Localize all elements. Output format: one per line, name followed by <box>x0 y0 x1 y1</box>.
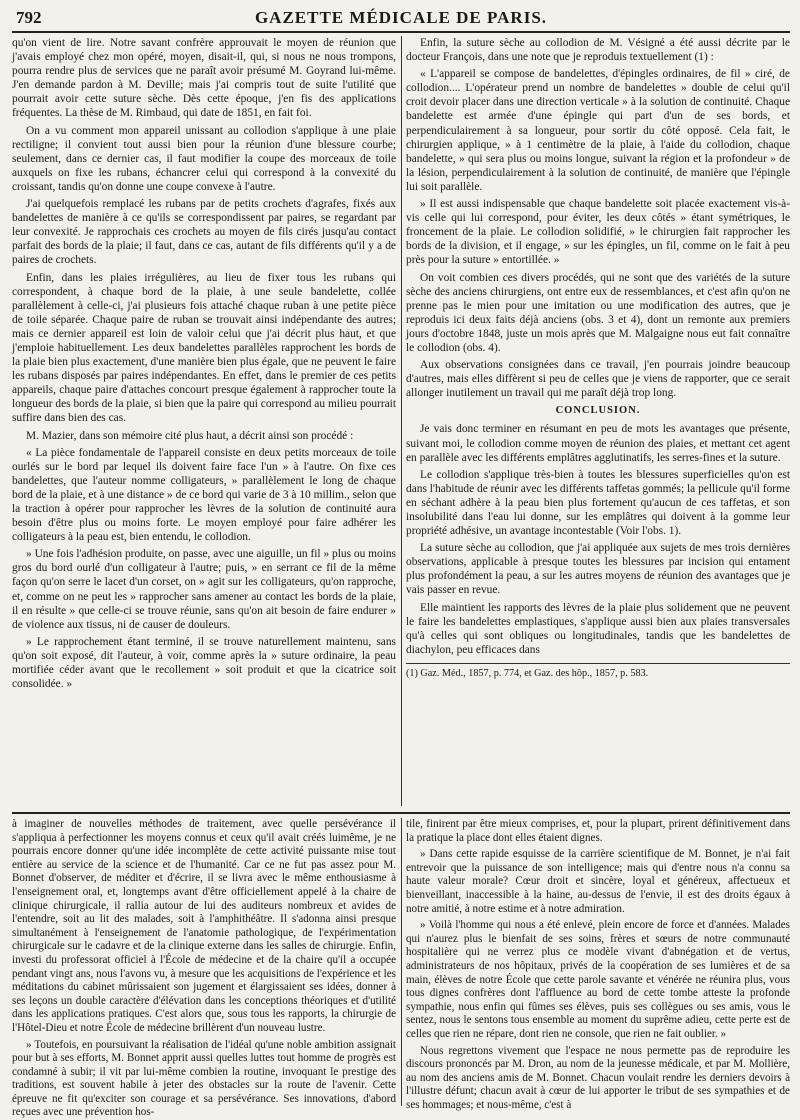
section-rule <box>12 812 790 814</box>
paragraph: à imaginer de nouvelles méthodes de traitement, avec quelle persévérance il s'appliqua à perfectionner les moyens connus et ceux qu'il avait créés luimême, je ne pourrais encore donner qu'une idée incomplète de cette activité puissante mise tout entière au service de la science et de l'humanité. Car ce ne fut pas assez pour M. Bonnet d'observer, de méditer et d'écrire, il se livra avec le même enthousiasme à l'enseignement oral, et, longtemps avant d'être officiellement appelé à la chaire de clinique chirurgicale, il rallia autour de lui des auditeurs nombreux et avides de l'entendre, soit au lit des malades, soit à l'amphithéâtre. Il s'adonna ainsi presque simultanément à l'enseignement de l'anatomie pathologique, de l'expérimentation chirurgicale sur le cadavre et de la clinique externe dans les salles de chirurgie. Enfin, investi du professorat officiel à l'École de médecine et de la chaire qu'il a occupée pendant vingt ans, nous l'avons vu, à mesure que les acquisitions de l'expérience et les méditations du cabinet mûrissaient son jugement et élargissaient ses idées, donner à ses leçons un double caractère d'élévation dans les conceptions théoriques et d'utilité dans les applications pratiques. C'est alors que, sous tous les rapports, la chirurgie de l'Hôtel-Dieu et notre École de médecine brillèrent d'un nouveau lustre. <box>12 818 396 1036</box>
paragraph: » Dans cette rapide esquisse de la carrière scientifique de M. Bonnet, je n'ai fait entrevoir que la puissance de son intelligence; mais qui d'entre nous n'a connu sa haute valeur morale? Cœur droit et sincère, loyal et généreux, affectueux et bienveillant, inaccessible à la haine, au-dessus de l'envie, il est des droits égaux à notre amitié, à notre estime et à notre admiration. <box>406 848 790 916</box>
column-divider <box>401 36 402 806</box>
paragraph: » Toutefois, en poursuivant la réalisation de l'idéal qu'une noble ambition assignait pour but à ses efforts, M. Bonnet apprit aussi quelles luttes tout homme de progrès est condamné à subir; il vit par lui-même combien la routine, invoquant le prestige des traditions, est souvent habile à jeter des obstacles sur la route de l'avenir. Cette épreuve ne fit qu'exciter son courage et sa persévérance. Ses innovations, d'abord reçues avec une prévention hos- <box>12 1039 396 1120</box>
paragraph: Aux observations consignées dans ce travail, j'en pourrais joindre beaucoup d'autres, mais elles diffèrent si peu de celles que je viens de rapporter, que ce serait allonger inutilement un travail qui me paraît déjà trop long. <box>406 358 790 400</box>
column-divider <box>401 818 402 1106</box>
quote-paragraph: » Le rapprochement étant terminé, il se trouve naturellement maintenu, sans qu'on soit exposé, dit l'auteur, à voir, comme après la » suture ordinaire, la peau mortifiée céder avant que le recollement » soit produit et que la cicatrice soit consolidée. » <box>12 635 396 691</box>
paragraph: tile, finirent par être mieux comprises, et, pour la plupart, prirent définitivement dans la pratique la place dont elles étaient dignes. <box>406 818 790 845</box>
paragraph: Je vais donc terminer en résumant en peu de mots les avantages que présente, suivant moi, le collodion comme moyen de réunion des plaies, et mettant cet agent en parallèle avec les différents emplâtres agglutinatifs, les serres-fines et la suture. <box>406 422 790 464</box>
header-rule <box>12 31 790 33</box>
running-title: GAZETTE MÉDICALE DE PARIS. <box>12 8 790 28</box>
paragraph: qu'on vient de lire. Notre savant confrère approuvait le moyen de réunion que j'avais employé chez mon opéré, moyen, disait-il, qui, si nous ne nous trompons, pourra rendre plus de services que ne paraît avoir présumé M. Goyrand lui-même. J'en demande pardon à M. Deville; mais j'ai compris tout de suite l'utilité que pourrait avoir cette suture sèche. Dès cette époque, j'en fis des applications fréquentes. La thèse de M. Rimbaud, qui date de 1851, en fait foi. <box>12 36 396 121</box>
quote-paragraph: » Il est aussi indispensable que chaque bandelette soit placée exactement vis-à-vis celle qui lui correspond, pour éviter, les deux côtés » étant symétriques, le froncement de la plaie. Le collodion solidifié, » le chirurgien fait rapprocher les bords de la division, et il engage, » sur les épingles, un fil, comme on le fait à peu près pour la suture » entortillée. » <box>406 197 790 267</box>
footnote: (1) Gaz. Méd., 1857, p. 774, et Gaz. des hôp., 1857, p. 583. <box>406 668 790 680</box>
quote-paragraph: « La pièce fondamentale de l'appareil consiste en deux petits morceaux de toile ourlés sur le bord par lequel ils doivent faire face l'un » à l'autre. On fixe ces bandelettes, que l'auteur nomme colligateurs, » parallèlement le long de chaque bord de la plaie, et à une distance » de ce bord qui varie de 3 à 10 millim., selon que la traction à opérer pour rapprocher les lèvres de la solution de continuité aura besoin d'être plus ou moins forte. Le moyen employé pour faire adhérer les colligateurs à la peau est, bien entendu, le collodion. <box>12 446 396 545</box>
page-number: 792 <box>16 8 42 28</box>
paragraph: On voit combien ces divers procédés, qui ne sont que des variétés de la suture sèche des anciens chirurgiens, ont entre eux de ressemblances, et c'est afin qu'on ne prenne pas le mien pour une imitation ou une modification des autres, que je reproduis ici deux faits déjà anciens (obs. 3 et 4), dont un remonte aux premiers jours d'octobre 1848, juste un mois après que M. Malgaigne nous eut fait connaître le collodion (obs. 4). <box>406 271 790 356</box>
paragraph: Enfin, dans les plaies irrégulières, au lieu de fixer tous les rubans qui correspondent, à chaque bord de la plaie, à une seule bandelette, collée parallèlement à celle-ci, j'ai plusieurs fois attaché chaque ruban à une petite pièce de toile séparée. Chaque paire de ruban se trouvait ainsi indépendante des autres; mais ce dernier appareil est loin de valoir celui que j'ai décrit plus haut, et que j'emploie habituellement. Les deux bandelettes parallèles rapprochent les bords de la plaie bien plus exactement, d'une manière bien plus égale, que ne peuvent le faire les rubans disposés par paires indépendantes. En effet, dans le premier de ces petits appareils, chaque paire d'attaches concourt presque également à rapprocher toute la longueur des bords de la plaie, si bien que la paire qui correspond au milieu pourrait suffire dans bien des cas. <box>12 271 396 426</box>
conclusion-heading: CONCLUSION. <box>406 404 790 418</box>
upper-section <box>12 36 790 806</box>
paragraph: La suture sèche au collodion, que j'ai appliquée aux sujets de mes trois dernières observations, applicable à presque toutes les blessures par incision qui entament plus profondément la peau, a sur les autres moyens de réunion des avantages que je vais passer en revue. <box>406 541 790 597</box>
paragraph: Le collodion s'applique très-bien à toutes les blessures superficielles qu'on est dans l'habitude de réunir avec les différents taffetas gommés; la pellicule qu'il forme en séchant adhère à la peau bien plus fortement qu'aucun de ces taffetas, et son insolubilité dans l'eau lui donne, sur les emplâtres qui doivent à la gomme leur propriété adhésive, un avantage incontestable (Voir l'obs. 1). <box>406 468 790 538</box>
paragraph: M. Mazier, dans son mémoire cité plus haut, a décrit ainsi son procédé : <box>12 429 396 443</box>
paragraph: J'ai quelquefois remplacé les rubans par de petits crochets d'agrafes, fixés aux bandelettes de manière à ce qu'ils se correspondissent par paires, se regardant par leur convexité. Je rapprochais ces crochets au moyen de fils cirés jusqu'au contact parfait des bords de la plaie; il faut, dans ce cas, autant de fils différents qu'il y a de paires de crochets. <box>12 197 396 267</box>
paragraph: Enfin, la suture sèche au collodion de M. Vésigné a été aussi décrite par le docteur François, dans une note que je reproduis textuellement (1) : <box>406 36 790 64</box>
paragraph: Nous regrettons vivement que l'espace ne nous permette pas de reproduire les discours prononcés par M. Dron, au nom de la jeunesse médicale, et par M. Mollière, au nom des anciens amis de M. Bonnet. Chacun voulait rendre les derniers devoirs à l'illustre défunt; chacun avait à cœur de lui apporter le tribut de ses sympathies et de ses hommages; et nous-même, c'est à <box>406 1045 790 1113</box>
paragraph: Elle maintient les rapports des lèvres de la plaie plus solidement que ne peuvent le faire les bandelettes emplastiques, s'applique aussi bien aux plaies transversales qu'à celles qui sont obliques ou longitudinales, tandis que les bandelettes de diachylon, peu efficaces dans <box>406 601 790 657</box>
paragraph: » Voilà l'homme qui nous a été enlevé, plein encore de force et d'années. Malades qui n'aurez plus le bienfait de ses soins, frères et sœurs de notre communauté hospitalière qui ne verrez plus ce modèle vivant d'abnégation et de vertus, administrateurs de nos hôpitaux, privés de la coopération de ses lumières et de sa main, élèves de notre École que cette parole savante et vénérée ne réunira plus, vous tous dignes confrères dont l'affluence au bord de cette tombe atteste la profonde sympathie, nous enfin qui fûmes ses élèves, puis ses collègues ou ses amis, vous le sentez, nous le sentons tous ensemble au moment du suprême adieu, cette perte est de celles que rien ne répare, dont rien ne console, que rien ne fait oublier. » <box>406 919 790 1041</box>
lower-section <box>12 818 790 1106</box>
upper-left-column <box>12 36 396 806</box>
lower-left-column <box>12 818 396 1106</box>
footnote-rule <box>406 663 790 664</box>
page-header <box>12 6 790 32</box>
quote-paragraph: « L'appareil se compose de bandelettes, d'épingles ordinaires, de fil » ciré, de collodion.... L'opérateur prend un nombre de bandelettes » double de celui qu'il croit devoir placer dans une direction verticale » à la solution de continuité. Chaque bandelette est armée d'une épingle qui part d'un de ses bords, et perpendiculairement à sa longueur, pour sortir du côté opposé. Cela fait, le chirurgien applique, » à 1 centimètre de la plaie, à l'aide du collodion, chaque bandelette, » qui sera plus ou moins longue, suivant la région et la profondeur » de la lésion, perpendiculairement à la solution de continuité, de manière que l'épingle lui soit parallèle. <box>406 67 790 194</box>
upper-right-column <box>406 36 790 806</box>
newspaper-page <box>12 6 790 1106</box>
lower-right-column <box>406 818 790 1106</box>
paragraph: On a vu comment mon appareil unissant au collodion s'applique à une plaie rectiligne; il convient tout aussi bien pour la réunion d'une blessure courbe; seulement, dans ce dernier cas, il faut modifier la coupe des morceaux de toile auxquels on fixe les rubans, échancrer celui qui correspond à la convexité du croissant, tandis qu'on donne une coupe convexe à l'autre. <box>12 124 396 194</box>
quote-paragraph: » Une fois l'adhésion produite, on passe, avec une aiguille, un fil » plus ou moins gros du bord ourlé d'un colligateur à l'autre; puis, » en serrant ce fil de la même façon qu'on serre le lacet d'un corset, on » agit sur les colligateurs, qu'on rapproche, et, comme on ne peut les » rapprocher sans amener au contact les bords de la plaie, il en résulte » que celle-ci se trouve réunie, sans qu'on ait besoin de faire endurer » de violence aux tissus, ni de causer de douleurs. <box>12 547 396 632</box>
